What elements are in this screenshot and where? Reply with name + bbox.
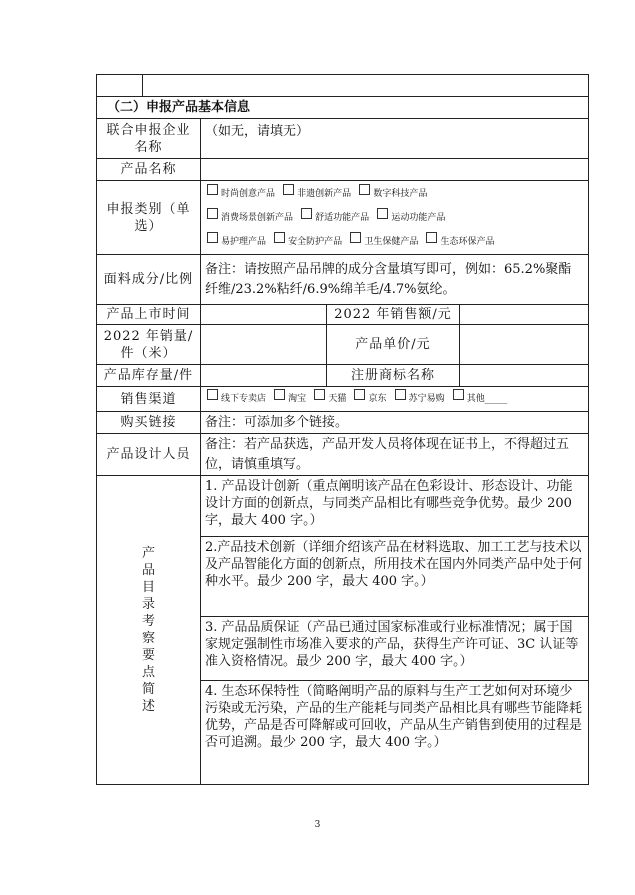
unit-price-label: 产品单价/元	[327, 325, 460, 365]
category-option[interactable]: 消费场景创新产品	[207, 206, 293, 230]
category-option[interactable]: 舒适功能产品	[301, 206, 369, 230]
category-option[interactable]: 卫生保健产品	[350, 230, 418, 254]
channel-option[interactable]: 天猫	[314, 387, 346, 411]
checkbox-icon	[207, 232, 218, 243]
stub-cell	[143, 75, 589, 97]
checkbox-icon	[207, 184, 218, 195]
category-option[interactable]: 非遗创新产品	[283, 182, 351, 206]
designer-label: 产品设计人员	[97, 434, 201, 476]
joint-company-field[interactable]: （如无，请填无）	[201, 119, 589, 159]
unit-price-field[interactable]	[460, 325, 589, 365]
checkbox-icon	[350, 232, 361, 243]
checkbox-icon	[395, 389, 406, 400]
sales-channel-label: 销售渠道	[97, 387, 201, 412]
category-option[interactable]: 生态环保产品	[426, 230, 494, 254]
checkbox-icon	[301, 208, 312, 219]
stub-cell	[97, 75, 143, 97]
channel-option[interactable]: 京东	[354, 387, 386, 411]
channel-option[interactable]: 淘宝	[274, 387, 306, 411]
summary-item-technology[interactable]: 2.产品技术创新（详细介绍该产品在材料选取、加工工艺与技术以及产品智能化方面的创新点，所用技术在国内外同类产品中处于何种水平。最少 200 字，最大 400 字。）	[201, 537, 589, 617]
product-info-table	[96, 74, 589, 785]
purchase-link-label: 购买链接	[97, 412, 201, 434]
checkbox-icon	[207, 208, 218, 219]
volume-2022-field[interactable]	[201, 325, 327, 365]
launch-time-field[interactable]	[201, 305, 327, 325]
top-stub-row	[97, 75, 589, 97]
sales-2022-field[interactable]	[460, 305, 589, 325]
page-number: 3	[314, 820, 321, 830]
launch-time-label: 产品上市时间	[97, 305, 201, 325]
checkbox-icon	[377, 208, 388, 219]
checkbox-icon	[426, 232, 437, 243]
summary-item-eco[interactable]: 4. 生态环保特性（简略阐明产品的原料与生产工艺如何对环境少污染或无污染，产品的生产能耗与同类产品相比具有哪些节能降耗优势，产品是否可降解或可回收，产品从生产销售到使用的过程是否可追溯。最少 200 字，最大 400 字。）	[201, 681, 589, 785]
channel-option[interactable]: 其他_____	[453, 387, 508, 411]
category-options	[201, 181, 589, 255]
section-title: （二）申报产品基本信息	[97, 97, 589, 119]
checkbox-icon	[207, 389, 218, 400]
stock-field[interactable]	[201, 365, 327, 387]
designer-note[interactable]: 备注：若产品获选，产品开发人员将体现在证书上，不得超过五位，请慎重填写。	[201, 434, 589, 476]
trademark-label: 注册商标名称	[327, 365, 460, 387]
checkbox-icon	[354, 389, 365, 400]
fabric-note[interactable]: 备注：请按照产品吊牌的成分含量填写即可，例如：65.2%聚酯纤维/23.2%粘纤/6.9%绵羊毛/4.7%氨纶。	[201, 255, 589, 305]
fabric-label: 面料成分/比例	[97, 255, 201, 305]
checkbox-icon	[359, 184, 370, 195]
joint-company-label: 联合申报企业名称	[97, 119, 201, 159]
summary-item-quality[interactable]: 3. 产品品质保证（产品已通过国家标准或行业标准情况；属于国家规定强制性市场准入要求的产品，获得生产许可证、3C 认证等准入资格情况。最少 200 字，最大 400 字。）	[201, 617, 589, 681]
category-label: 申报类别（单选）	[97, 181, 201, 255]
checkbox-icon	[283, 184, 294, 195]
product-name-field[interactable]	[201, 159, 589, 181]
checkbox-icon	[274, 232, 285, 243]
product-name-label: 产品名称	[97, 159, 201, 181]
checkbox-icon	[453, 389, 464, 400]
summary-label: 产 品 目 录 考 察 要 点 简 述	[97, 476, 201, 785]
channel-option[interactable]: 线下专卖店	[207, 387, 266, 411]
volume-2022-label: 2022 年销量/件（米）	[97, 325, 201, 365]
category-option[interactable]: 数字科技产品	[359, 182, 427, 206]
purchase-link-note[interactable]: 备注：可添加多个链接。	[201, 412, 589, 434]
sales-channel-options	[201, 387, 589, 412]
category-option[interactable]: 时尚创意产品	[207, 182, 275, 206]
category-option[interactable]: 易护理产品	[207, 230, 266, 254]
stock-label: 产品库存量/件	[97, 365, 201, 387]
category-option[interactable]: 安全防护产品	[274, 230, 342, 254]
sales-2022-label: 2022 年销售额/元	[327, 305, 460, 325]
checkbox-icon	[314, 389, 325, 400]
category-option[interactable]: 运动功能产品	[377, 206, 445, 230]
checkbox-icon	[274, 389, 285, 400]
channel-option[interactable]: 苏宁易购	[395, 387, 445, 411]
trademark-field[interactable]	[460, 365, 589, 387]
summary-item-design[interactable]: 1. 产品设计创新（重点阐明该产品在色彩设计、形态设计、功能设计方面的创新点，与同类产品相比有哪些竞争优势。最少 200 字，最大 400 字。）	[201, 476, 589, 537]
